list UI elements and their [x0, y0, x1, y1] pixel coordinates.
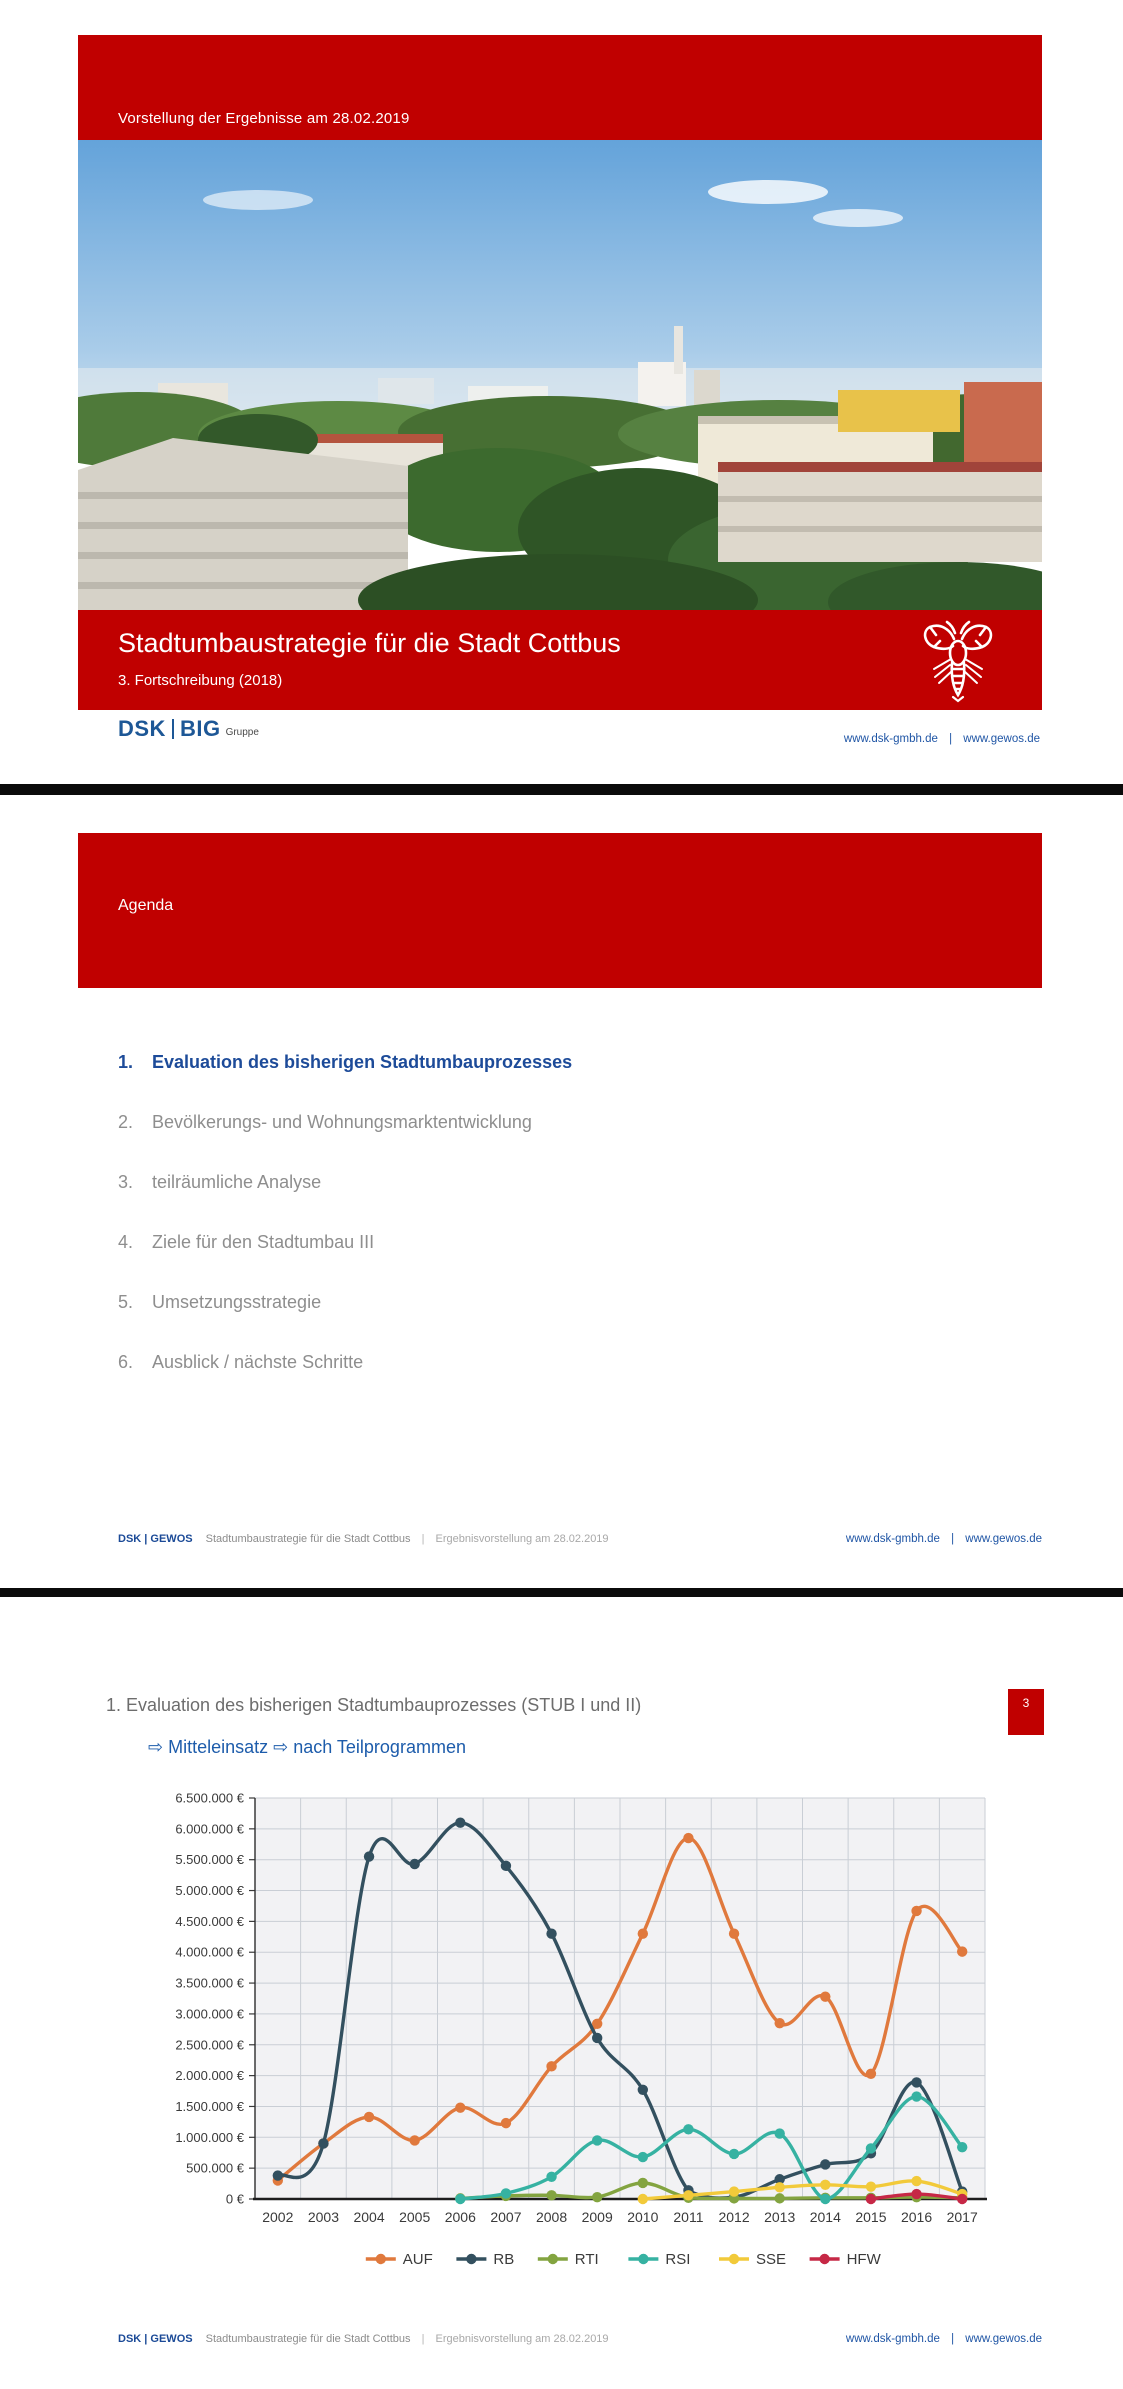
footer-left	[118, 2333, 609, 2345]
presentation-title: Stadtumbaustrategie für die Stadt Cottbus	[118, 628, 621, 658]
footer-event: Ergebnisvorstellung am 28.02.2019	[435, 2333, 609, 2345]
agenda-item-label: teilräumliche Analyse	[152, 1172, 322, 1192]
agenda-item-label: Ziele für den Stadtumbau III	[152, 1232, 375, 1252]
presentation-subtitle: 3. Fortschreibung (2018)	[118, 672, 283, 689]
agenda-item-4	[118, 1231, 918, 1253]
agenda-item-number: 5.	[118, 1292, 134, 1312]
footer-doc-title: Stadtumbaustrategie für die Stadt Cottbus	[205, 2333, 411, 2345]
svg-text:6.000.000 €: 6.000.000 €	[175, 1821, 244, 1837]
svg-text:1.000.000 €: 1.000.000 €	[175, 2129, 244, 2145]
link-separator: |	[951, 1533, 955, 1545]
agenda-list	[118, 1051, 918, 1411]
svg-text:2016: 2016	[900, 2209, 933, 2225]
svg-text:6.500.000 €: 6.500.000 €	[175, 1790, 244, 1806]
logo-divider	[172, 719, 174, 739]
agenda-item-3	[118, 1171, 918, 1193]
svg-text:2015: 2015	[855, 2209, 887, 2225]
page-number-badge: 3	[1008, 1689, 1044, 1735]
slide-divider	[0, 1588, 1123, 1597]
agenda-item-label: Evaluation des bisherigen Stadtumbauprozesses	[152, 1052, 573, 1072]
svg-text:2012: 2012	[718, 2209, 750, 2225]
link-separator: |	[949, 733, 953, 745]
svg-text:HFW: HFW	[846, 2251, 881, 2268]
svg-text:3.500.000 €: 3.500.000 €	[175, 1975, 244, 1991]
funding-line-chart	[150, 1782, 1030, 2317]
svg-text:0 €: 0 €	[225, 2191, 244, 2207]
chart-canvas	[150, 1782, 1030, 2317]
link-gewos[interactable]: www.gewos.de	[963, 733, 1040, 745]
svg-text:2010: 2010	[627, 2209, 659, 2225]
svg-text:4.000.000 €: 4.000.000 €	[175, 1944, 244, 1960]
svg-text:2002: 2002	[262, 2209, 294, 2225]
slide3-title: 1. Evaluation des bisherigen Stadtumbauprozesses (STUB I und II)	[106, 1695, 642, 1715]
agenda-item-number: 3.	[118, 1172, 134, 1192]
agenda-item-6	[118, 1351, 918, 1373]
agenda-item-5	[118, 1291, 918, 1313]
footer-separator: |	[421, 1533, 425, 1545]
slide2-footer	[118, 1533, 1042, 1545]
city-photo-illustration	[78, 140, 1042, 610]
agenda-item-number: 1.	[118, 1052, 134, 1072]
link-dsk-gmbh[interactable]: www.dsk-gmbh.de	[843, 733, 938, 745]
slide-divider	[0, 784, 1123, 795]
agenda-item-label: Ausblick / nächste Schritte	[152, 1352, 364, 1372]
svg-text:2013: 2013	[764, 2209, 796, 2225]
svg-text:2004: 2004	[353, 2209, 385, 2225]
agenda-item-number: 6.	[118, 1352, 134, 1372]
svg-text:RTI: RTI	[574, 2251, 599, 2268]
footer-weblinks	[846, 1533, 1042, 1545]
svg-text:5.000.000 €: 5.000.000 €	[175, 1883, 244, 1899]
crayfish-emblem-icon	[920, 619, 996, 703]
footer-event: Ergebnisvorstellung am 28.02.2019	[435, 1533, 609, 1545]
svg-text:2005: 2005	[399, 2209, 431, 2225]
svg-text:2014: 2014	[809, 2209, 841, 2225]
footer-weblinks	[846, 2333, 1042, 2345]
link-dsk-gmbh[interactable]: www.dsk-gmbh.de	[845, 1533, 940, 1545]
svg-text:2.000.000 €: 2.000.000 €	[175, 2068, 244, 2084]
slide1-kicker-banner	[78, 35, 1042, 140]
slide1-kicker-text: Vorstellung der Ergebnisse am 28.02.2019	[118, 110, 410, 127]
svg-text:2011: 2011	[673, 2209, 704, 2225]
logo-big-text: BIG	[179, 716, 221, 741]
svg-text:2017: 2017	[946, 2209, 978, 2225]
agenda-item-label: Umsetzungsstrategie	[152, 1292, 322, 1312]
svg-text:2009: 2009	[581, 2209, 613, 2225]
agenda-banner	[78, 833, 1042, 988]
agenda-item-number: 2.	[118, 1112, 134, 1132]
agenda-banner-text: Agenda	[118, 897, 174, 914]
svg-text:1.500.000 €: 1.500.000 €	[175, 2098, 244, 2114]
agenda-item-label: Bevölkerungs- und Wohnungsmarktentwicklung	[152, 1112, 532, 1132]
svg-text:5.500.000 €: 5.500.000 €	[175, 1852, 244, 1868]
svg-text:2006: 2006	[444, 2209, 476, 2225]
slide3-footer	[118, 2333, 1042, 2345]
agenda-item-1	[118, 1051, 918, 1073]
footer-left	[118, 1533, 609, 1545]
agenda-item-number: 4.	[118, 1232, 134, 1252]
link-gewos[interactable]: www.gewos.de	[965, 2333, 1042, 2345]
slide1-title-banner	[78, 610, 1042, 710]
footer-brand: DSK | GEWOS	[118, 2333, 193, 2345]
footer-doc-title: Stadtumbaustrategie für die Stadt Cottbus	[205, 1533, 411, 1545]
svg-text:SSE: SSE	[756, 2251, 787, 2268]
footer-brand: DSK | GEWOS	[118, 1533, 193, 1545]
svg-text:2003: 2003	[307, 2209, 340, 2225]
svg-text:RB: RB	[493, 2251, 515, 2268]
svg-text:2007: 2007	[490, 2209, 522, 2225]
svg-text:500.000 €: 500.000 €	[186, 2160, 244, 2176]
svg-text:3.000.000 €: 3.000.000 €	[175, 2006, 244, 2022]
logo-dsk-text: DSK	[118, 716, 166, 741]
link-gewos[interactable]: www.gewos.de	[965, 1533, 1042, 1545]
svg-text:AUF: AUF	[402, 2251, 433, 2268]
svg-text:4.500.000 €: 4.500.000 €	[175, 1913, 244, 1929]
slide1-weblinks	[844, 733, 1040, 745]
svg-text:RSI: RSI	[665, 2251, 691, 2268]
city-photo	[78, 140, 1042, 610]
logo-gruppe-text: Gruppe	[225, 727, 259, 738]
svg-text:2.500.000 €: 2.500.000 €	[175, 2037, 244, 2053]
slide3-subtitle: ⇨ Mitteleinsatz ⇨ nach Teilprogrammen	[148, 1737, 466, 1757]
svg-text:2008: 2008	[535, 2209, 568, 2225]
footer-separator: |	[421, 2333, 425, 2345]
agenda-item-2	[118, 1111, 918, 1133]
link-dsk-gmbh[interactable]: www.dsk-gmbh.de	[845, 2333, 940, 2345]
link-separator: |	[951, 2333, 955, 2345]
dsk-big-logo	[118, 714, 259, 744]
